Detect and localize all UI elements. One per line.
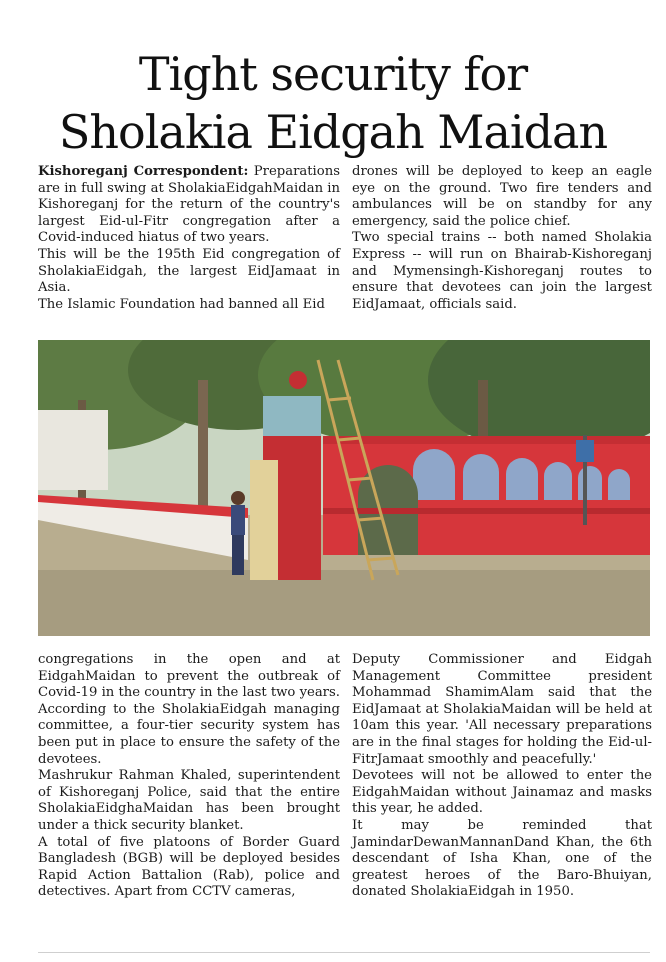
column-2-bottom — [352, 652, 652, 901]
paragraph: According to the SholakiaEidgah managing committee, a four-tier security system has been put in place to ensure the safety of the devotees. — [38, 701, 340, 767]
red-wall-top — [323, 436, 650, 444]
gate-pillar-small — [250, 460, 278, 580]
paragraph: Mashrukur Rahman Khaled, superintendent of Kishoreganj Police, said that the entire SholakiaEidghaMaidan has been brought under a thick security blanket. — [38, 768, 340, 833]
byline: Kishoreganj Correspondent: — [38, 164, 249, 179]
paragraph: It may be reminded that JamindarDewanMannanDand Khan, the 6th descendant of Isha Khan, one of the greatest heroes of the Baro-Bhuiyan, donated SholakiaEidgah in 1950. — [352, 817, 652, 900]
road-sign — [576, 440, 594, 462]
headline-line-1: Tight security for — [138, 46, 528, 101]
divider — [38, 952, 650, 953]
paragraph: drones will be deployed to keep an eagle eye on the ground. Two fire tenders and ambulances will be on standby for any emergency, said the police chief. — [352, 164, 652, 229]
paragraph: This will be the 195th Eid congregation of SholakiaEidgah, the largest EidJamaat in Asia. — [38, 246, 340, 296]
paragraph: Two special trains -- both named Sholakia Express -- will run on Bhairab-Kishoreganj and Mymensingh-Kishoreganj routes to ensure that devotees can join the largest EidJamaat, officials said. — [352, 230, 652, 312]
ground-shadow — [38, 570, 650, 636]
column-1-top — [38, 164, 340, 313]
paragraph: A total of five platoons of Border Guard Bangladesh (BGB) will be deployed besides Rapid Action Battalion (Rab), police and detectives. Apart from CCTV cameras, — [38, 834, 340, 900]
photo-illustration — [38, 340, 650, 636]
paragraph: The Islamic Foundation had banned all Eid — [38, 296, 325, 312]
worker-body — [231, 505, 245, 535]
headline — [20, 45, 646, 161]
paragraph: Devotees will not be allowed to enter the EidgahMaidan without Jainamaz and masks this year, he added. — [352, 768, 652, 817]
paragraph: Deputy Commissioner and Eidgah Management Committee president Mohammad ShamimAlam said that the EidJamaat at SholakiaMaidan will be held at 10am this year. 'All necessary preparations are in the final stages for holding the Eid-ul-FitrJamaat smoothly and peacefully.' — [352, 652, 652, 767]
tree-trunk — [198, 380, 208, 510]
building — [38, 410, 108, 490]
worker-legs — [232, 535, 244, 575]
gate-pillar-top — [263, 396, 321, 436]
pillar-finial — [289, 371, 307, 389]
column-1-bottom — [38, 652, 340, 901]
paragraph: congregations in the open and at EidgahMaidan to prevent the outbreak of Covid-19 in the country in the last two years. — [38, 652, 340, 701]
worker-head — [231, 491, 245, 505]
column-2-top — [352, 164, 652, 313]
eidgah-photo — [38, 340, 650, 636]
wall-band — [323, 508, 650, 514]
paragraph: Kishoreganj Correspondent: Preparations are in full swing at SholakiaEidgahMaidan in Kishoreganj for the return of the country's largest Eid-ul-Fitr congregation after a Covid-induced hiatus of two years. — [38, 164, 340, 246]
headline-line-2: Sholakia Eidgah Maidan — [58, 104, 608, 159]
